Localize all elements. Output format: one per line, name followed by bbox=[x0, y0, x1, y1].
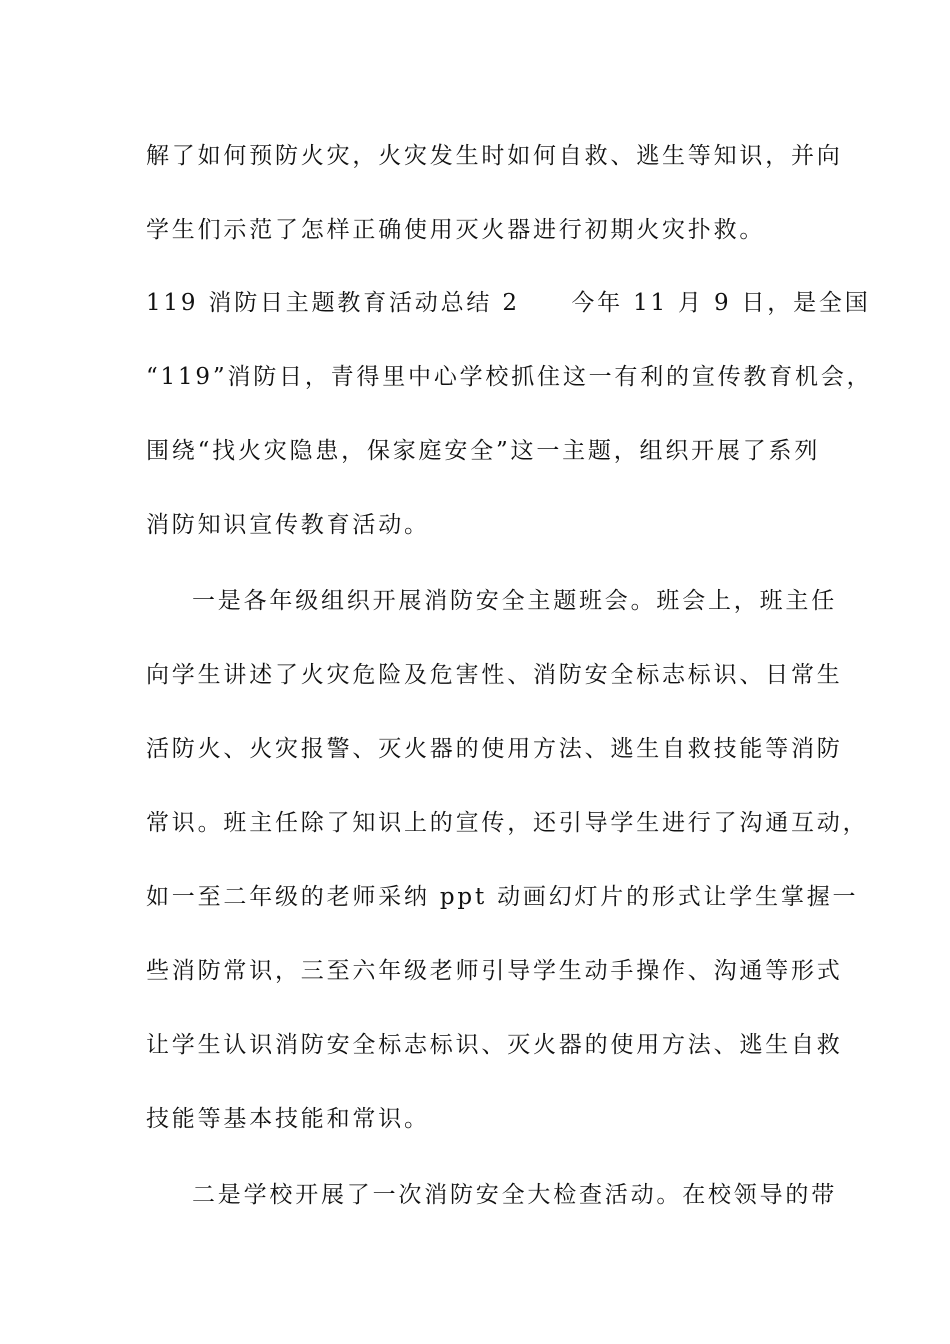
text-line: 向学生讲述了火灾危险及危害性、消防安全标志标识、日常生 bbox=[146, 662, 843, 688]
text-line: 让学生认识消防安全标志标识、灭火器的使用方法、逃生自救 bbox=[146, 1032, 843, 1058]
text-line: 些消防常识，三至六年级老师引导学生动手操作、沟通等形式 bbox=[146, 958, 843, 984]
text-line: 如一至二年级的老师采纳 ppt 动画幻灯片的形式让学生掌握一 bbox=[146, 884, 859, 910]
text-line: 常识。班主任除了知识上的宣传，还引导学生进行了沟通互动， bbox=[146, 810, 869, 836]
text-line: 活防火、火灾报警、灭火器的使用方法、逃生自救技能等消防 bbox=[146, 736, 843, 762]
text-line: 消防知识宣传教育活动。 bbox=[146, 512, 430, 538]
text-line: 解了如何预防火灾，火灾发生时如何自救、逃生等知识，并向 bbox=[146, 143, 843, 169]
text-line: 围绕“找火灾隐患，保家庭安全”这一主题，组织开展了系列 bbox=[146, 438, 821, 464]
section-heading-line: 119 消防日主题教育活动总结 2 今年 11 月 9 日，是全国 bbox=[146, 290, 871, 316]
text-line: 技能等基本技能和常识。 bbox=[146, 1106, 430, 1132]
paragraph-start-line: 二是学校开展了一次消防安全大检查活动。在校领导的带 bbox=[192, 1182, 837, 1208]
paragraph-start-line: 一是各年级组织开展消防安全主题班会。班会上，班主任 bbox=[192, 588, 837, 614]
text-line: 学生们示范了怎样正确使用灭火器进行初期火灾扑救。 bbox=[146, 217, 766, 243]
text-line: “119”消防日，青得里中心学校抓住这一有利的宣传教育机会， bbox=[146, 364, 873, 390]
